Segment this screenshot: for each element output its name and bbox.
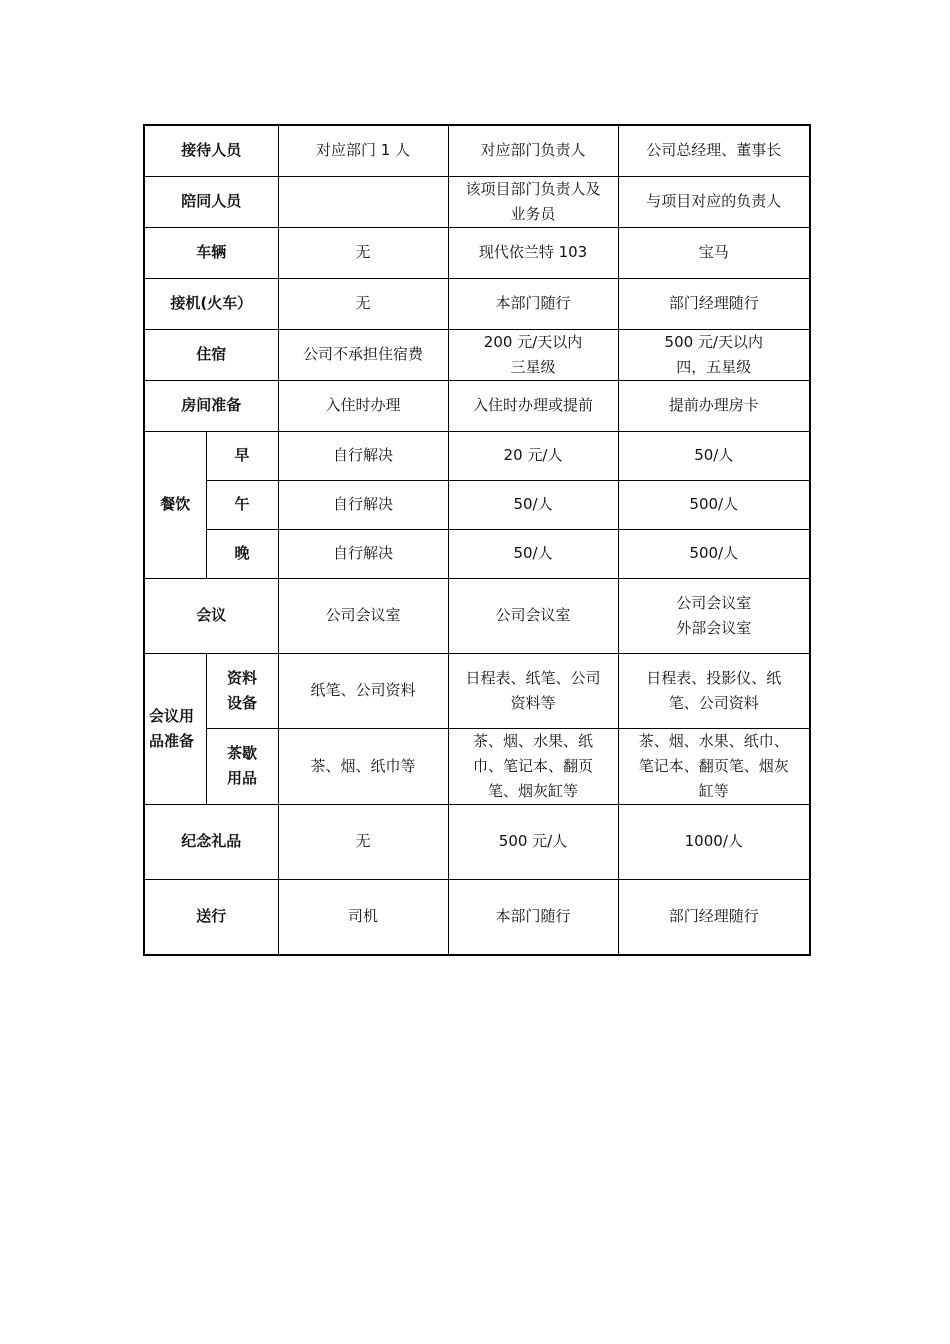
cell-line: 缸等 [698,781,729,800]
table-row [144,329,810,380]
cell: 对应部门负责人 [448,125,618,176]
row-label: 会议 [144,578,278,653]
cell [448,653,618,728]
table-row [144,529,810,578]
meal-sub-label: 早 [206,431,278,480]
cell: 500/人 [618,480,810,529]
table-row [144,480,810,529]
cell [618,728,810,804]
sub-label-line: 设备 [227,693,258,712]
cell [278,176,448,227]
cell: 本部门随行 [448,879,618,955]
supplies-label-line: 品准备 [149,731,195,750]
cell: 本部门随行 [448,278,618,329]
supplies-label-line: 会议用 [149,706,195,725]
table-row [144,227,810,278]
cell-line: 茶、烟、水果、纸 [473,731,594,750]
cell: 无 [278,804,448,879]
cell-line: 四，五星级 [676,357,752,376]
cell-line: 资料等 [510,693,556,712]
table-row [144,176,810,227]
table-row [144,653,810,728]
row-label: 陪同人员 [144,176,278,227]
cell-line: 笔、公司资料 [668,693,759,712]
cell: 50/人 [618,431,810,480]
meal-sub-label: 午 [206,480,278,529]
cell: 500 元/人 [448,804,618,879]
cell-line: 该项目部门负责人及 [465,179,601,198]
cell: 公司会议室 [278,578,448,653]
reception-standards-table [143,124,811,956]
cell: 部门经理随行 [618,879,810,955]
cell: 公司总经理、董事长 [618,125,810,176]
table-row [144,278,810,329]
meals-label: 餐饮 [144,431,206,578]
cell: 入住时办理或提前 [448,380,618,431]
cell-line: 巾、笔记本、翻页 [473,756,594,775]
cell: 自行解决 [278,529,448,578]
cell: 无 [278,278,448,329]
row-label: 住宿 [144,329,278,380]
supply-sub-label [206,728,278,804]
sub-label-line: 资料 [227,668,258,687]
table-row [144,578,810,653]
cell: 部门经理随行 [618,278,810,329]
row-label: 房间准备 [144,380,278,431]
sub-label-line: 用品 [227,769,258,787]
sub-label-line: 茶歇 [227,744,258,762]
cell: 自行解决 [278,480,448,529]
cell: 1000/人 [618,804,810,879]
cell-line: 笔记本、翻页笔、烟灰 [638,756,789,775]
cell-line: 三星级 [510,357,556,376]
cell-line: 茶、烟、水果、纸巾、 [638,731,789,750]
row-label: 车辆 [144,227,278,278]
row-label: 接机(火车） [144,278,278,329]
cell: 公司不承担住宿费 [278,329,448,380]
table-row [144,125,810,176]
cell [618,653,810,728]
cell [448,728,618,804]
table-row [144,804,810,879]
cell-line: 500 元/天以内 [664,332,763,351]
cell [448,176,618,227]
cell: 500/人 [618,529,810,578]
meal-sub-label: 晚 [206,529,278,578]
cell: 司机 [278,879,448,955]
cell: 茶、烟、纸巾等 [278,728,448,804]
cell: 对应部门 1 人 [278,125,448,176]
cell: 50/人 [448,480,618,529]
cell [618,578,810,653]
supplies-label [144,653,206,804]
cell-line: 外部会议室 [676,618,752,637]
cell [448,329,618,380]
row-label: 纪念礼品 [144,804,278,879]
cell-line: 日程表、投影仪、纸 [646,668,782,687]
row-label: 接待人员 [144,125,278,176]
cell-line: 公司会议室 [676,593,752,612]
table-row [144,879,810,955]
supply-sub-label [206,653,278,728]
cell: 与项目对应的负责人 [618,176,810,227]
cell [618,329,810,380]
table-row [144,431,810,480]
cell: 公司会议室 [448,578,618,653]
cell: 提前办理房卡 [618,380,810,431]
cell: 20 元/人 [448,431,618,480]
cell-line: 日程表、纸笔、公司 [465,668,601,687]
cell: 无 [278,227,448,278]
cell: 纸笔、公司资料 [278,653,448,728]
table-row [144,380,810,431]
cell: 50/人 [448,529,618,578]
cell: 宝马 [618,227,810,278]
row-label: 送行 [144,879,278,955]
cell: 现代依兰特 103 [448,227,618,278]
cell: 入住时办理 [278,380,448,431]
cell-line: 200 元/天以内 [483,332,583,351]
table-row [144,728,810,804]
cell: 自行解决 [278,431,448,480]
cell-line: 笔、烟灰缸等 [488,781,579,800]
cell-line: 业务员 [510,204,556,223]
